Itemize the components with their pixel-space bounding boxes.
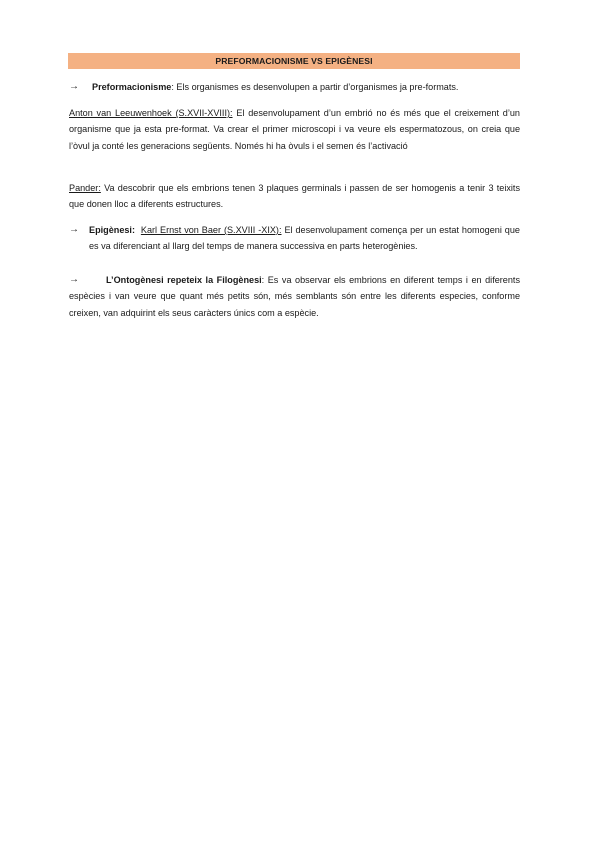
epigenesi-term: Epigènesi: [89, 225, 135, 235]
pander-name: Pander: [69, 183, 101, 193]
ontogenesi-term: L’Ontogènesi repeteix la Filogènesi [106, 275, 262, 285]
ontogenesi-text: : Es va observar els embrions en diferent temps i en diferents espècies i van veure que quant més petits són, més semblants són entre les diferents especies, conforme creixen, van adquirint els seus caràcters únics com a espècie. [69, 275, 520, 318]
arrow-icon: → [69, 81, 79, 92]
leeuwenhoek-name: Anton van Leeuwenhoek (S.XVII-XVIII): [69, 108, 233, 118]
preformacionisme-text: : Els organismes es desenvolupen a partir d’organismes ja pre-formats. [171, 82, 459, 92]
page-title: PREFORMACIONISME VS EPIGÈNESI [68, 53, 520, 69]
arrow-icon: → [69, 224, 79, 235]
preformacionisme-definition [92, 79, 532, 95]
arrow-icon: → [69, 274, 79, 285]
preformacionisme-term: Preformacionisme [92, 82, 172, 92]
epigenesi-definition [89, 222, 520, 255]
epigenesi-text: El desenvolupament comença per un estat homogeni que es va diferenciant al llarg del temps de manera successiva en parts heterogènies. [89, 225, 520, 252]
pander-paragraph [69, 180, 520, 213]
ontogenesi-paragraph [69, 272, 520, 321]
leeuwenhoek-paragraph [69, 105, 520, 154]
leeuwenhoek-text: El desenvolupament d’un embrió no és més que el creixement d’un organisme que ja esta pre-format. Va crear el primer microscopi i va veure els espermatozous, on creia que l’òvul ja conté les generacions següents. Només hi ha òvuls i el semen és l’activació [69, 108, 520, 151]
von-baer-name: Karl Ernst von Baer (S.XVIII -XIX): [140, 225, 282, 235]
pander-text: Va descobrir que els embrions tenen 3 plaques germinals i passen de ser homogenis a tenir 3 teixits que donen lloc a diferents estructures. [69, 183, 520, 210]
